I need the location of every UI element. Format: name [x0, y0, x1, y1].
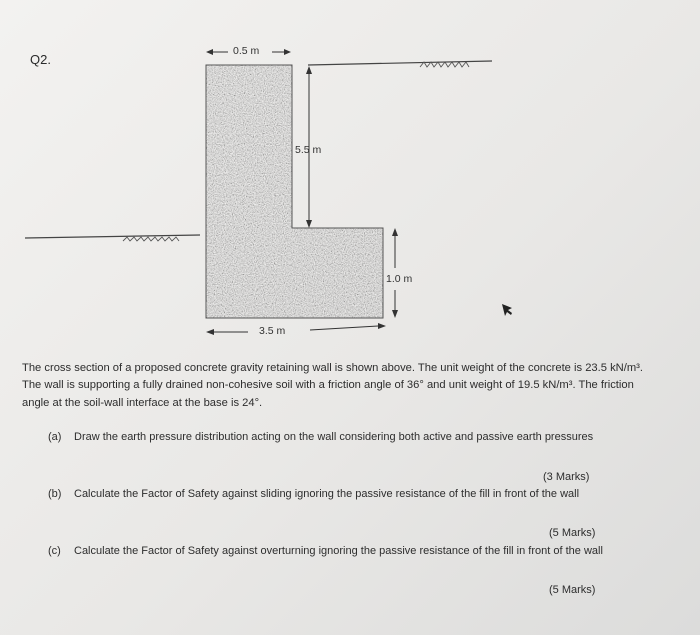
concrete-wall: [200, 60, 390, 325]
base-thickness-label: 1.0 m: [386, 273, 413, 285]
part-a-text: Draw the earth pressure distribution acting on the wall considering both active and passive earth pressures: [74, 431, 594, 443]
part-a-label: (a): [48, 431, 62, 443]
part-b-text: Calculate the Factor of Safety against sliding ignoring the passive resistance of the fill in front of the wall: [74, 488, 580, 500]
part-b-label: (b): [48, 488, 62, 500]
part-c-text: Calculate the Factor of Safety against overturning ignoring the passive resistance of the fill in front of the wall: [74, 545, 603, 557]
top-width-label: 0.5 m: [233, 45, 260, 57]
stem-height-label: 5.5 m: [295, 144, 322, 156]
part-b-marks: (5 Marks): [549, 527, 596, 539]
problem-statement: The cross section of a proposed concrete gravity retaining wall is shown above. The unit weight of the concrete is 23.5 kN/m³. The wall is supporting a fully drained non-cohesive soil with a friction angle of 36° and unit weight of 19.5 kN/m³. The friction angle at the soil-wall interface at the base is 24°.: [22, 362, 644, 409]
question-number: Q2.: [30, 52, 51, 67]
cursor-icon: [502, 304, 512, 316]
part-c-marks: (5 Marks): [549, 584, 596, 596]
front-ground-line: [25, 235, 200, 238]
part-a-marks: (3 Marks): [543, 471, 590, 483]
base-width-label: 3.5 m: [259, 325, 286, 337]
base-width-dimension: [206, 323, 386, 335]
front-hatch: [123, 237, 179, 241]
part-c-label: (c): [48, 545, 61, 557]
